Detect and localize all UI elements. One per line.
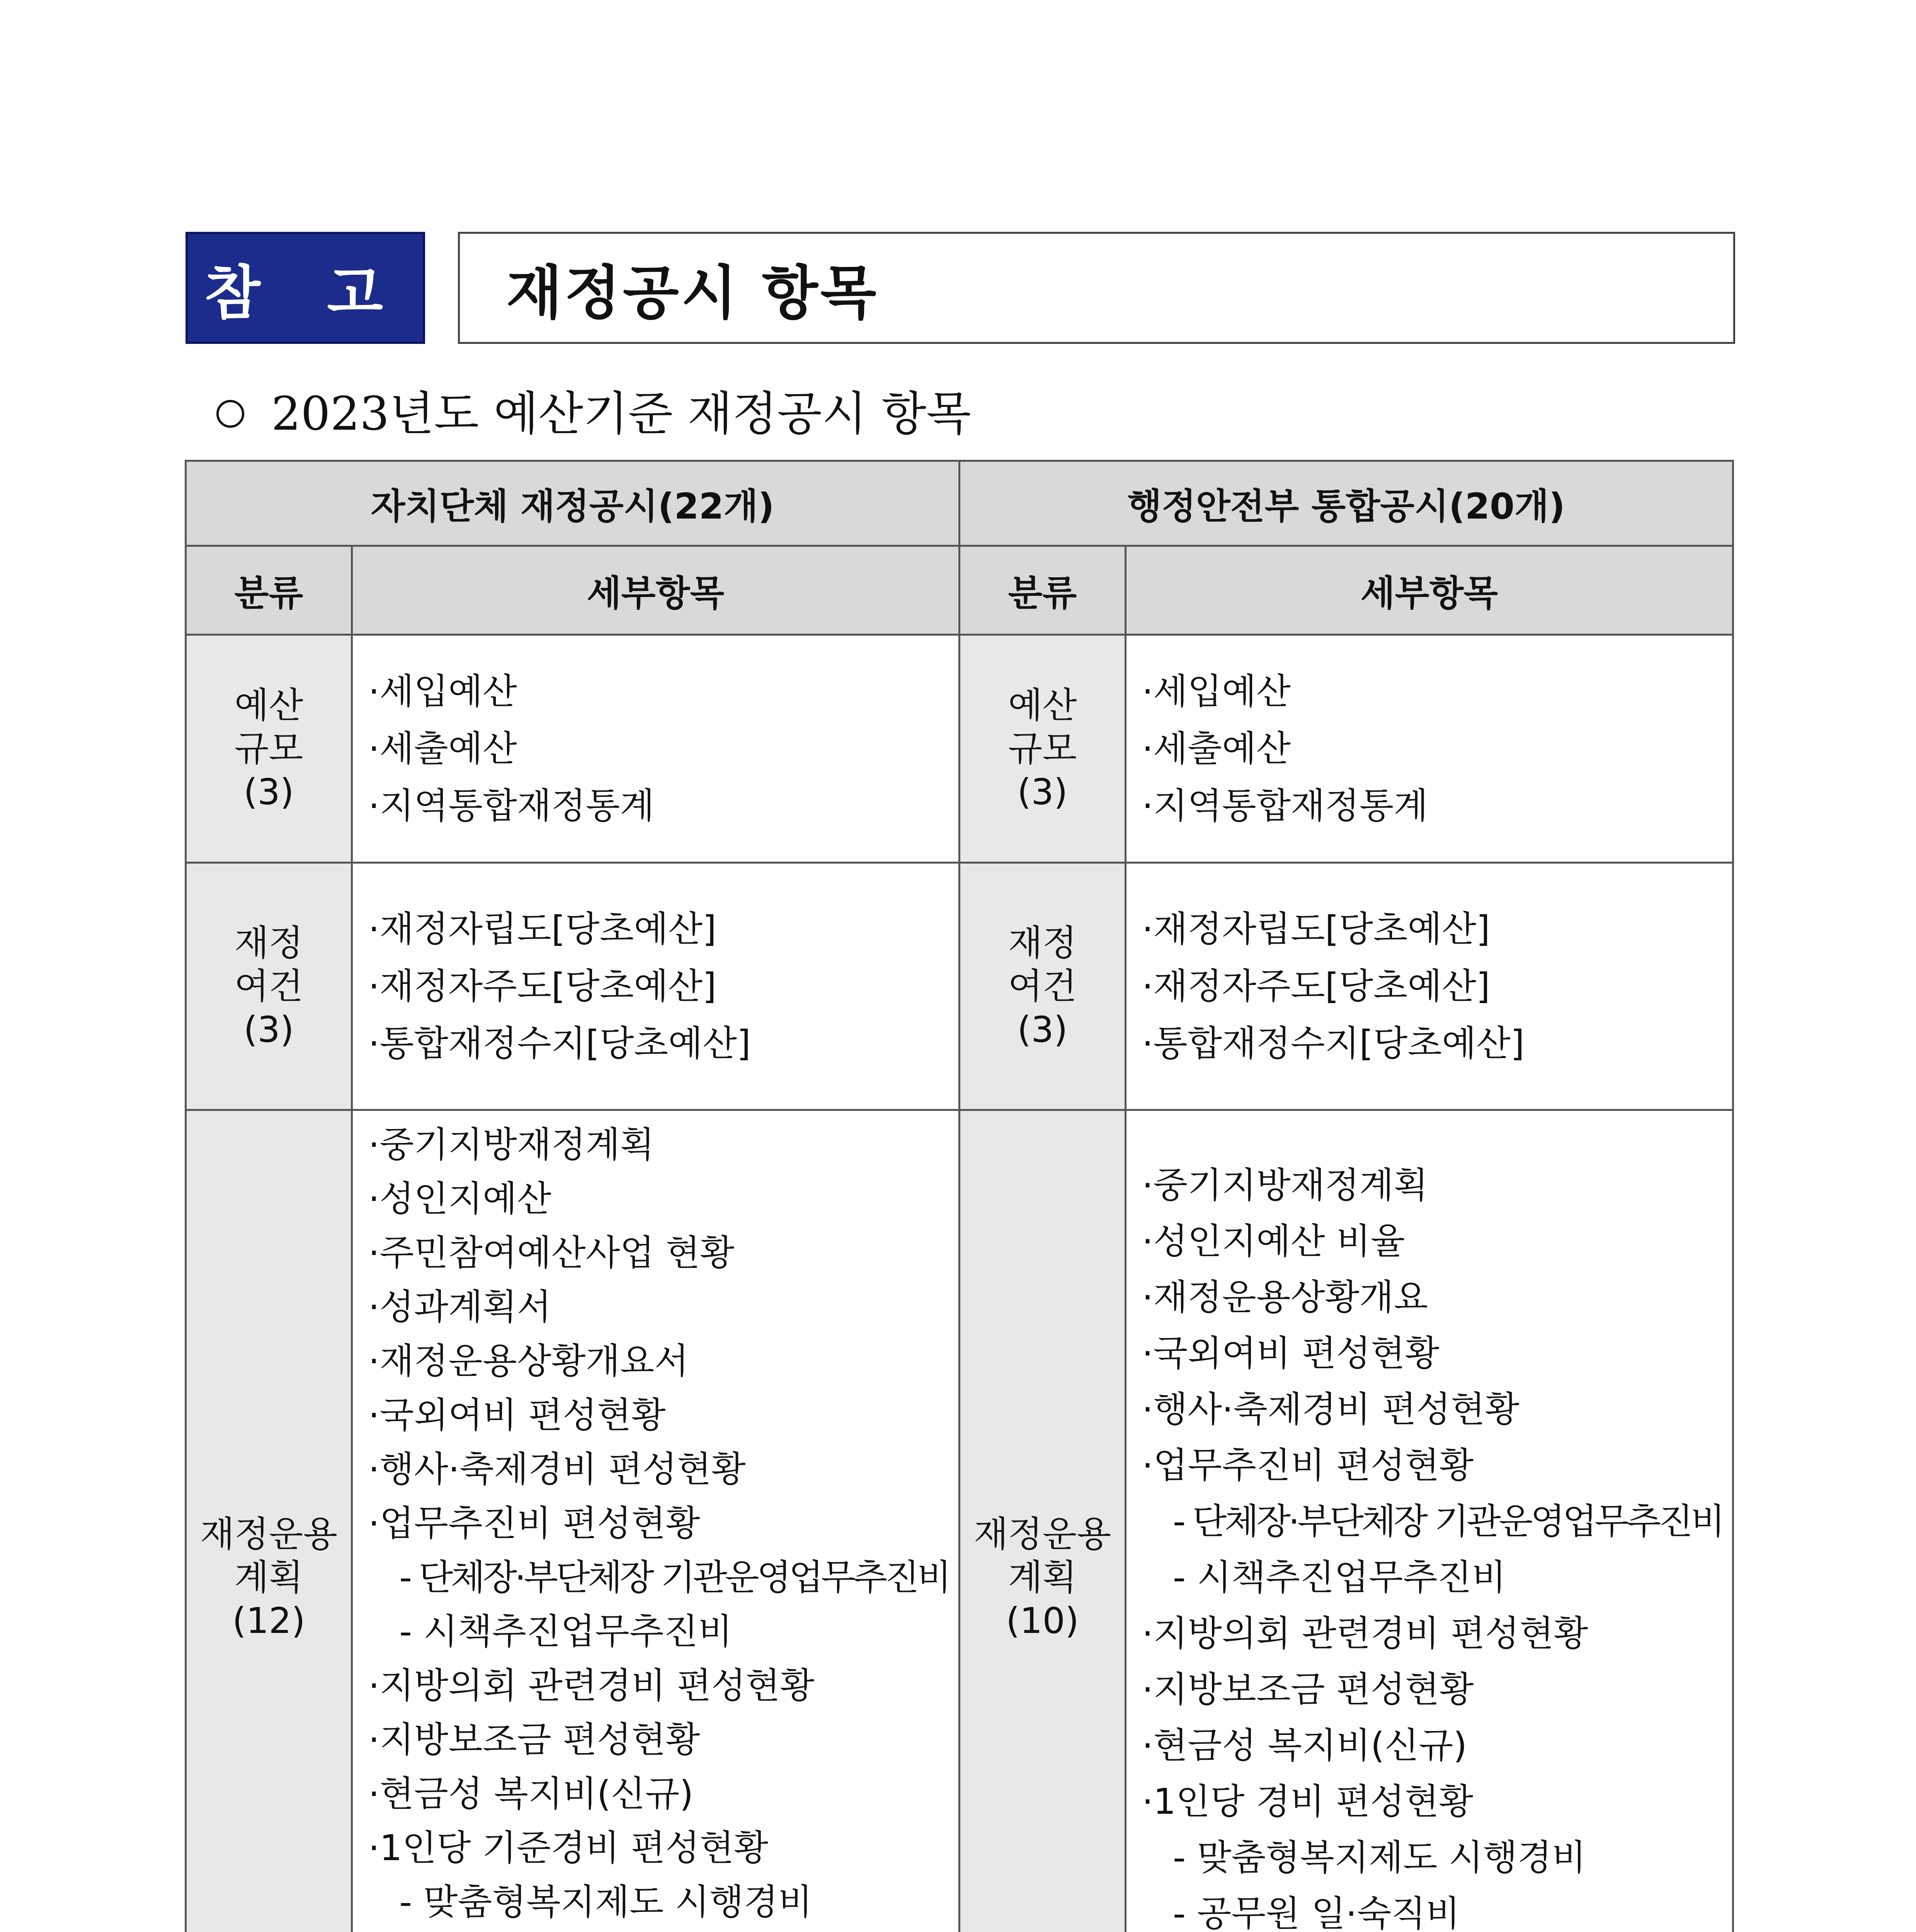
subtitle-text: 2023년도 예산기준 재정공시 항목	[271, 387, 971, 441]
list-item: 예산	[1008, 684, 1077, 726]
list-item: (10)	[1006, 1600, 1079, 1641]
list-item: ·국외여비 편성현황	[368, 1394, 666, 1436]
list-item: ·통합재정수지[당초예산]	[1142, 1022, 1525, 1064]
list-item: ·지방의회 관련경비 편성현황	[1142, 1613, 1588, 1654]
list-item: - 맞춤형복지제도 시행경비	[1173, 1837, 1586, 1878]
list-item: ·재정자주도[당초예산]	[368, 965, 716, 1007]
circle-bullet-icon	[216, 400, 244, 428]
category-cell	[186, 635, 352, 863]
section-header	[185, 232, 1735, 344]
table-row	[186, 1110, 1733, 1932]
list-item: ·지역통합재정통계	[368, 785, 655, 827]
list-item: - 단체장·부단체장 기관운영업무추진비	[1173, 1501, 1723, 1542]
list-item: ·국외여비 편성현황	[1142, 1333, 1440, 1374]
list-item: ·세입예산	[368, 670, 517, 712]
category-cell	[186, 1110, 352, 1932]
list-item: 여건	[1008, 965, 1077, 1007]
list-item: 규모	[234, 728, 303, 769]
items-cell	[1126, 863, 1733, 1110]
list-item: 여건	[234, 965, 303, 1007]
list-item: ·성인지예산	[368, 1178, 551, 1219]
list-item: ·재정자주도[당초예산]	[1142, 965, 1490, 1007]
list-item: 계획	[1008, 1556, 1077, 1598]
category-cell	[960, 863, 1126, 1110]
list-item: 규모	[1008, 728, 1077, 769]
list-item: - 단체장·부단체장 기관운영업무추진비	[399, 1556, 949, 1598]
table-row	[186, 635, 1733, 863]
list-item: ·세출예산	[1142, 728, 1291, 769]
list-item: ·재정자립도[당초예산]	[368, 908, 716, 950]
list-item: ·1인당 기준경비 편성현황	[368, 1827, 768, 1869]
list-item: ·행사·축제경비 편성현황	[1142, 1389, 1520, 1430]
table-row	[186, 863, 1733, 1110]
right-table-title: 행정안전부 통합공시(20개)	[960, 461, 1733, 546]
disclosure-table	[185, 460, 1734, 1932]
list-item: ·지방보조금 편성현황	[1142, 1669, 1474, 1710]
list-item: - 맞춤형복지제도 시행경비	[399, 1881, 813, 1923]
items-cell	[352, 863, 960, 1110]
left-category-header: 분류	[186, 546, 352, 635]
list-item: (3)	[1017, 771, 1068, 813]
list-item: ·재정자립도[당초예산]	[1142, 908, 1490, 950]
list-item: 재정운용	[200, 1513, 338, 1555]
list-item: ·중기지방재정계획	[1142, 1165, 1428, 1206]
list-item: 예산	[234, 684, 303, 726]
left-table-title: 자치단체 재정공시(22개)	[186, 461, 960, 546]
list-item: ·세출예산	[368, 728, 517, 769]
list-item: (3)	[1017, 1009, 1068, 1050]
right-items-header: 세부항목	[1126, 546, 1733, 635]
list-item: ·중기지방재정계획	[368, 1124, 655, 1165]
items-cell	[352, 1110, 960, 1932]
list-item: ·주민참여예산사업 현황	[368, 1232, 735, 1274]
right-category-header: 분류	[960, 546, 1126, 635]
list-item	[368, 1929, 958, 1932]
list-item: ·현금성 복지비(신규)	[1142, 1725, 1467, 1766]
items-cell	[352, 635, 960, 863]
list-item: - 공무원 일·숙직비	[1173, 1893, 1460, 1932]
list-item: 재정운용	[973, 1513, 1111, 1555]
subtitle	[216, 377, 971, 443]
list-item: ·세입예산	[1142, 670, 1291, 712]
list-item: ·업무추진비 편성현황	[1142, 1445, 1474, 1486]
items-cell	[1126, 635, 1733, 863]
list-item: (12)	[232, 1600, 305, 1641]
category-cell	[960, 635, 1126, 863]
list-item: 계획	[234, 1556, 303, 1598]
list-item: ·1인당 경비 편성현황	[1142, 1781, 1474, 1822]
list-item: ·지방의회 관련경비 편성현황	[368, 1665, 815, 1706]
reference-badge: 참 고	[185, 232, 425, 344]
list-item: ·지방보조금 편성현황	[368, 1719, 700, 1760]
category-cell	[186, 863, 352, 1110]
category-cell	[960, 1110, 1126, 1932]
list-item: ·현금성 복지비(신규)	[368, 1773, 694, 1815]
list-item: ·재정운용상황개요	[1142, 1277, 1428, 1318]
list-item: 재정	[234, 922, 303, 964]
list-item: ·업무추진비 편성현황	[368, 1502, 700, 1544]
list-item: ·성과계획서	[368, 1286, 551, 1328]
list-item: ·지역통합재정통계	[1142, 785, 1428, 827]
list-item: (3)	[243, 771, 294, 813]
list-item: ·성인지예산 비율	[1142, 1221, 1405, 1262]
list-item: (3)	[243, 1009, 294, 1050]
left-items-header: 세부항목	[352, 546, 960, 635]
page-title: 재정공시 항목	[458, 232, 1735, 344]
list-item: ·행사·축제경비 편성현황	[368, 1448, 746, 1490]
list-item: ·재정운용상황개요서	[368, 1340, 689, 1382]
items-cell	[1126, 1110, 1733, 1932]
list-item: - 시책추진업무추진비	[1173, 1557, 1506, 1598]
list-item: - 시책추진업무추진비	[399, 1611, 733, 1652]
list-item: ·통합재정수지[당초예산]	[368, 1022, 751, 1064]
list-item: 재정	[1008, 922, 1077, 964]
